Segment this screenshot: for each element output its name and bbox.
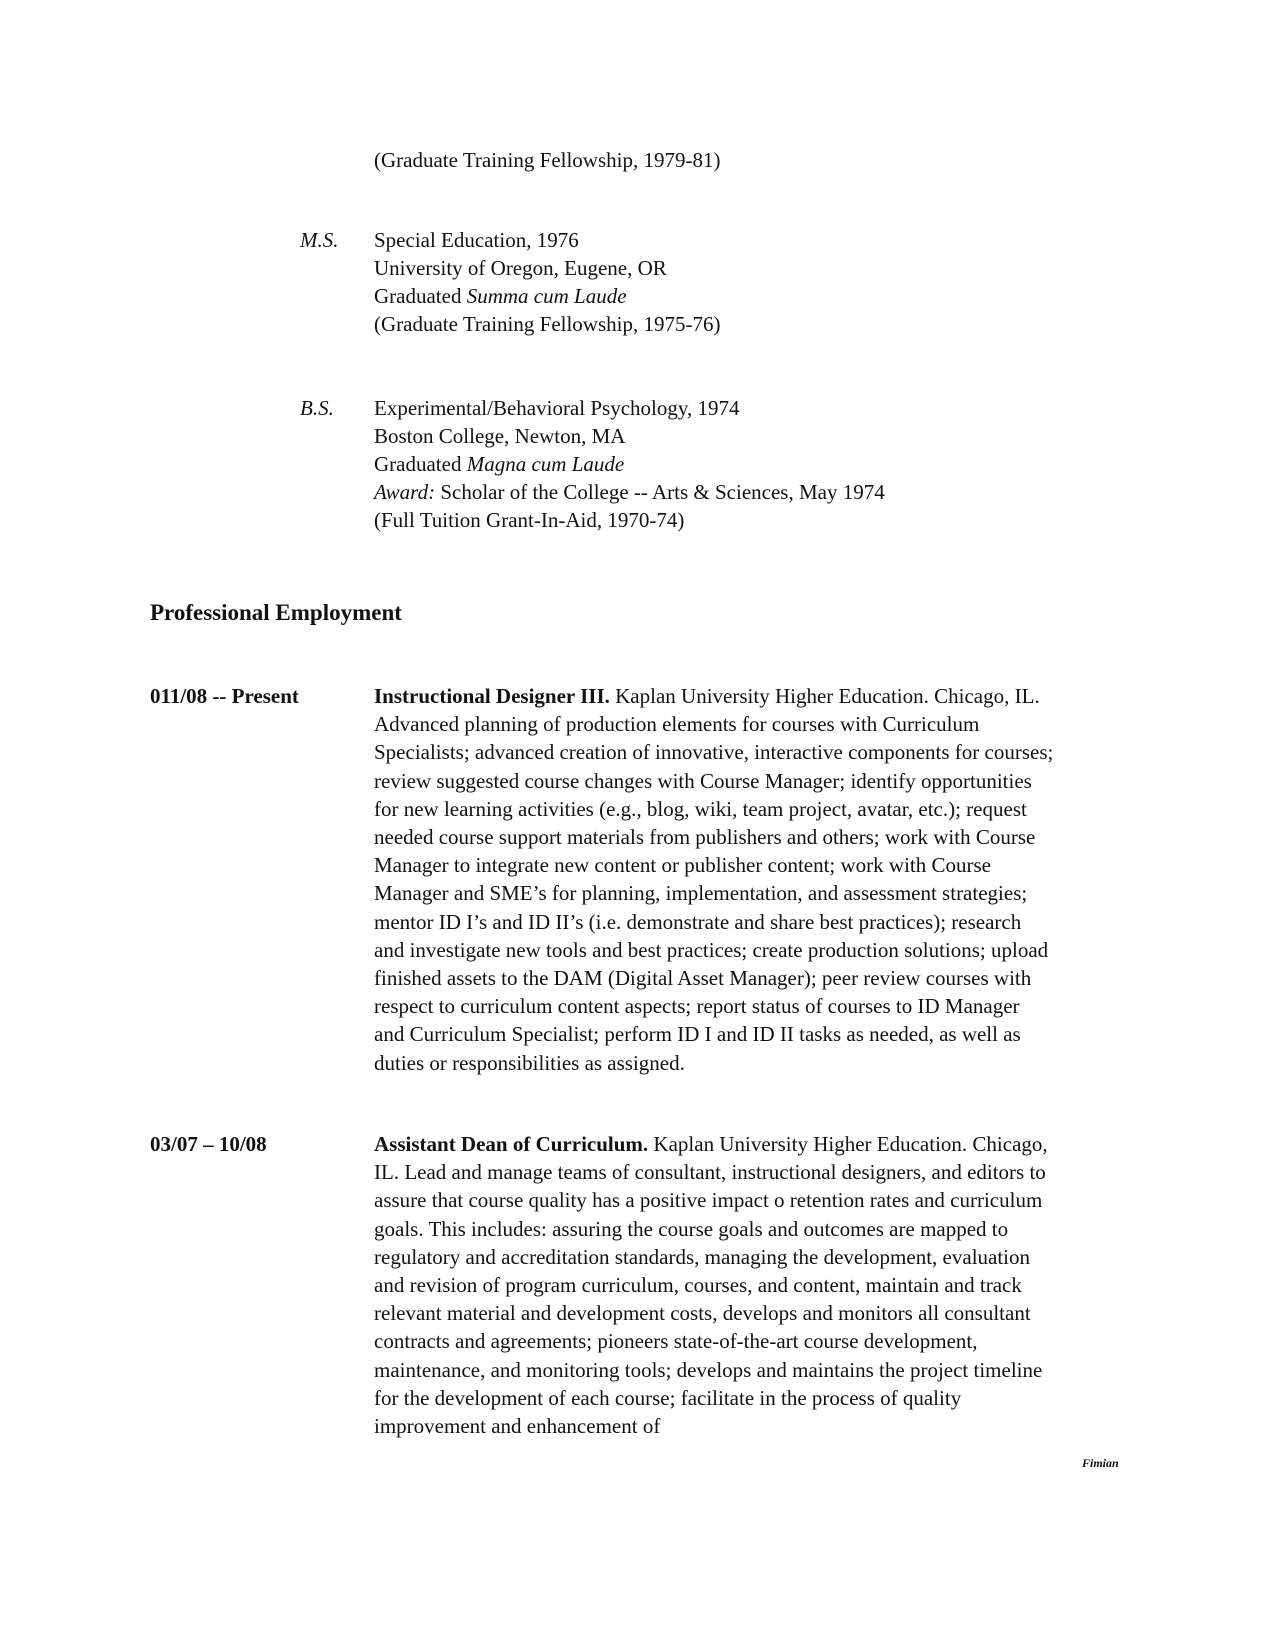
bs-school: Boston College, Newton, MA (374, 424, 626, 448)
bs-degree-label: B.S. (300, 396, 334, 420)
job-description: Kaplan University Higher Education. Chicago, IL. Advanced planning of production elements for courses with Curriculum Specialists; advanced creation of innovative, interactive components for courses; review suggested course changes with Course Manager; identify opportunities for new learning activities (e.g., blog, wiki, team project, avatar, etc.); request needed course support materials from publishers and others; work with Course Manager to integrate new content or publisher content; work with Course Manager and SME’s for planning, implementation, and assessment strategies; mentor ID I’s and ID II’s (i.e. demonstrate and share best practices); research and investigate new tools and best practices; create production solutions; upload finished assets to the DAM (Digital Asset Manager); peer review courses with respect to curriculum content aspects; report status of courses to ID Manager and Curriculum Specialist; perform ID I and ID II tasks as needed, as well as duties or responsibilities as assigned. (374, 684, 1054, 1075)
bs-degree-block (374, 394, 1074, 534)
ms-degree-label: M.S. (300, 228, 339, 252)
job-title: Assistant Dean of Curriculum. (374, 1132, 649, 1156)
bs-field: Experimental/Behavioral Psychology, 1974 (374, 396, 740, 420)
job-title: Instructional Designer III. (374, 684, 610, 708)
bs-grant: (Full Tuition Grant-In-Aid, 1970-74) (374, 508, 685, 532)
footer-author-name: Fimian (1082, 1456, 1119, 1470)
job-description: Kaplan University Higher Education. Chicago, IL. Lead and manage teams of consultant, instructional designers, and editors to assure that course quality has a positive impact o retention rates and curriculum goals. This includes: assuring the course goals and outcomes are mapped to regulatory and accreditation standards, managing the development, evaluation and revision of program curriculum, courses, and content, maintain and track relevant material and development costs, develops and monitors all consultant contracts and agreements; pioneers state-of-the-art course development, maintenance, and monitoring tools; develops and maintains the project timeline for the development of each course; facilitate in the process of quality improvement and enhancement of (374, 1132, 1048, 1439)
phd-fellowship-block (374, 146, 1074, 174)
job-dates: 011/08 -- Present (150, 684, 299, 708)
bs-honor-line (374, 450, 1074, 478)
bs-honor-prefix: Graduated (374, 452, 467, 476)
ms-field: Special Education, 1976 (374, 228, 579, 252)
bs-award-text: Scholar of the College -- Arts & Sciences, May 1974 (435, 480, 885, 504)
ms-school: University of Oregon, Eugene, OR (374, 256, 667, 280)
section-heading-employment: Professional Employment (150, 600, 402, 625)
bs-award-line (374, 478, 1074, 506)
ms-fellowship: (Graduate Training Fellowship, 1975-76) (374, 312, 721, 336)
bs-award-label: Award: (374, 480, 436, 504)
ms-degree-block (374, 226, 1074, 338)
phd-fellowship: (Graduate Training Fellowship, 1979-81) (374, 148, 721, 172)
bs-honor: Magna cum Laude (466, 452, 625, 476)
ms-honor-line (374, 282, 1074, 310)
ms-honor-prefix: Graduated (374, 284, 467, 308)
job-description-block (374, 1130, 1054, 1440)
job-dates: 03/07 – 10/08 (150, 1132, 267, 1156)
job-description-block (374, 682, 1054, 1077)
ms-honor: Summa cum Laude (466, 284, 627, 308)
